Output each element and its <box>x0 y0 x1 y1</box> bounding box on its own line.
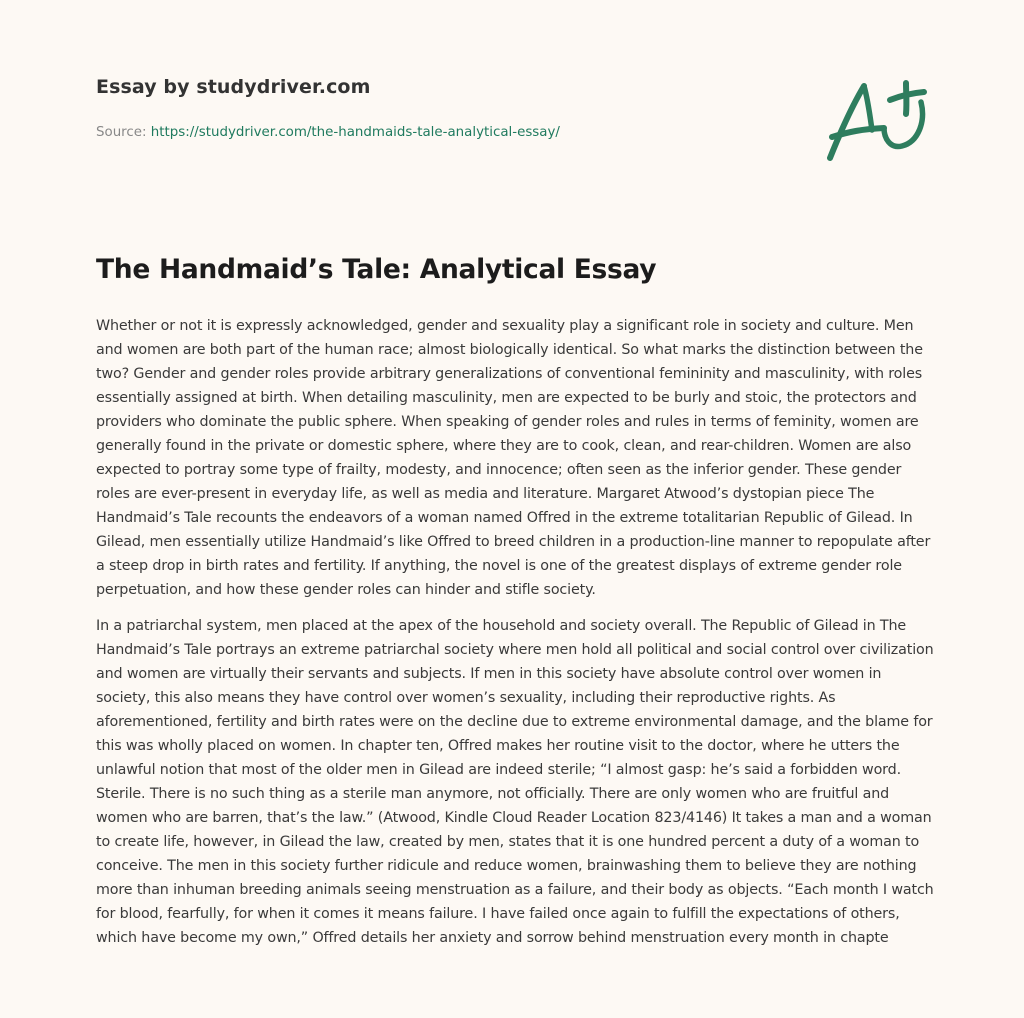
source-line <box>96 125 560 140</box>
essay-title: The Handmaid’s Tale: Analytical Essay <box>96 254 657 285</box>
site-title: Essay by studydriver.com <box>96 76 371 98</box>
source-link[interactable]: https://studydriver.com/the-handmaids-tale-analytical-essay/ <box>150 125 560 140</box>
a-plus-grade-icon <box>818 38 934 168</box>
essay-paragraph: In a patriarchal system, men placed at the apex of the household and society overall. The Republic of Gilead in The Handmaid’s Tale portrays an extreme patriarchal society where men hold all political and social control over civilization and women are virtually their servants and subjects. If men in this society have absolute control over women in society, this also means they have control over women’s sexuality, including their reproductive rights. As aforementioned, fertility and birth rates were on the decline due to extreme environmental damage, and the blame for this was wholly placed on women. In chapter ten, Offred makes her routine visit to the doctor, where he utters the unlawful notion that most of the older men in Gilead are indeed sterile; “I almost gasp: he’s said a forbidden word. Sterile. There is no such thing as a sterile man anymore, not officially. There are only women who are fruitful and women who are barren, that’s the law.” (Atwood, Kindle Cloud Reader Location 823/4146) It takes a man and a woman to create life, however, in Gilead the law, created by men, states that it is one hundred percent a duty of a woman to conceive. The men in this society further ridicule and reduce women, brainwashing them to believe they are nothing more than inhuman breeding animals seeing menstruation as a failure, and their body as objects. “Each month I watch for blood, fearfully, for when it comes it means failure. I have failed once again to fulfill the expectations of others, which have become my own,” Offred details her anxiety and sorrow behind menstruation every month in chapte <box>96 618 934 946</box>
essay-paragraph: Whether or not it is expressly acknowledged, gender and sexuality play a significant role in society and culture. Men and women are both part of the human race; almost biologically identical. So what marks the distinction between the two? Gender and gender roles provide arbitrary generalizations of conventional femininity and masculinity, with roles essentially assigned at birth. When detailing masculinity, men are expected to be burly and stoic, the protectors and providers who dominate the public sphere. When speaking of gender roles and rules in terms of feminity, women are generally found in the private or domestic sphere, where they are to cook, clean, and rear-children. Women are also expected to portray some type of frailty, modesty, and innocence; often seen as the inferior gender. These gender roles are ever-present in everyday life, as well as media and literature. Margaret Atwood’s dystopian piece The Handmaid’s Tale recounts the endeavors of a woman named Offred in the extreme totalitarian Republic of Gilead. In Gilead, men essentially utilize Handmaid’s like Offred to breed children in a production-line manner to repopulate after a steep drop in birth rates and fertility. If anything, the novel is one of the greatest displays of extreme gender role perpetuation, and how these gender roles can hinder and stifle society. <box>96 318 931 598</box>
a-plus-logo-svg <box>818 38 934 168</box>
page-header <box>96 76 796 140</box>
essay-body <box>96 314 936 962</box>
source-label: Source: <box>96 125 151 140</box>
